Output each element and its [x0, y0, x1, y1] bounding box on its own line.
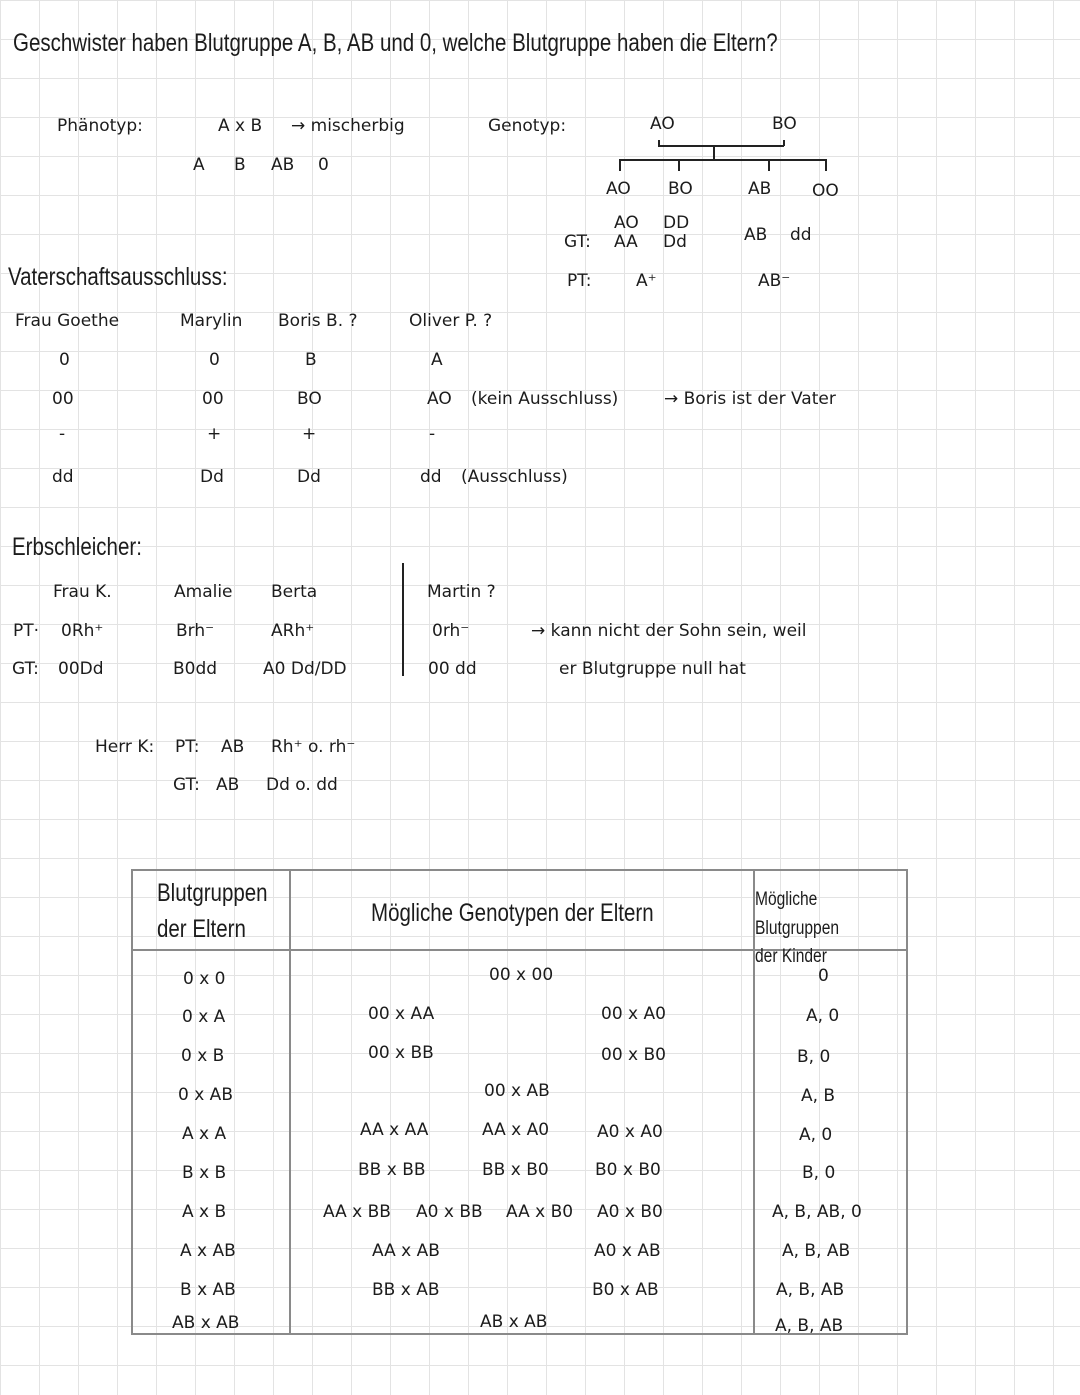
cell: 00: [52, 389, 74, 409]
cell: dd: [52, 467, 74, 487]
pedigree-line: [768, 159, 770, 171]
mischerbig-note: → mischerbig: [291, 116, 405, 136]
pt-value: Brh⁻: [176, 621, 215, 641]
table-genotype: B0 x AB: [592, 1280, 659, 1300]
person-name: Oliver P. ?: [409, 311, 493, 331]
cell: 0: [59, 350, 70, 370]
cell: 00: [202, 389, 224, 409]
herr-gt-label: GT:: [173, 775, 200, 795]
cell: Dd: [297, 467, 321, 487]
table-genotype: 00 x 00: [489, 965, 554, 985]
gt-value: DD: [663, 213, 690, 233]
pedigree-line: [619, 159, 621, 171]
table-genotype: A0 x A0: [597, 1122, 663, 1142]
table-genotype: BB x B0: [482, 1160, 549, 1180]
herr-gt-rh: Dd o. dd: [266, 775, 338, 795]
person-name: Martin ?: [427, 582, 496, 602]
table-genotype: AA x AA: [360, 1120, 429, 1140]
person-name: Boris B. ?: [278, 311, 358, 331]
table-parents: B x B: [182, 1163, 227, 1183]
gt-value: Dd: [663, 232, 687, 252]
table-parents: 0 x B: [181, 1046, 225, 1066]
table-genotype: A0 x AB: [594, 1241, 661, 1261]
table-header-col2: Mögliche Genotypen der Eltern: [371, 899, 654, 927]
pt-value: A⁺: [636, 271, 657, 291]
cell: AO: [427, 389, 452, 409]
table-parents: B x AB: [180, 1280, 236, 1300]
child-genotype: OO: [812, 181, 839, 201]
child-genotype: BO: [668, 179, 693, 199]
table-parents: A x B: [182, 1202, 227, 1222]
herr-k-label: Herr K:: [95, 737, 155, 757]
table-parents: A x A: [182, 1124, 227, 1144]
gt-value: AA: [614, 232, 638, 252]
table-genotype: BB x AB: [372, 1280, 440, 1300]
cell: BO: [297, 389, 322, 409]
herr-pt-rh: Rh⁺ o. rh⁻: [271, 737, 356, 757]
child-phenotype: AB: [271, 155, 295, 175]
gt-value: dd: [790, 225, 812, 245]
table-children: A, 0: [806, 1006, 840, 1026]
gt-value: AB: [744, 225, 768, 245]
phaenotyp-label: Phänotyp:: [57, 116, 143, 136]
table-children: A, B, AB, 0: [772, 1202, 862, 1222]
phaenotyp-cross: A x B: [218, 116, 263, 136]
cell: 0: [209, 350, 220, 370]
person-name: Frau Goethe: [15, 311, 120, 331]
table-children: A, B, AB: [775, 1316, 844, 1336]
pedigree-line: [678, 159, 680, 171]
table-children: A, B, AB: [782, 1241, 851, 1261]
cell: Dd: [200, 467, 224, 487]
herr-pt-value: AB: [221, 737, 245, 757]
table-parents: 0 x A: [182, 1007, 226, 1027]
table-genotype: AA x BB: [323, 1202, 391, 1222]
table-children: A, B, AB: [776, 1280, 845, 1300]
gt-value: AO: [614, 213, 639, 233]
pt-value: 0rh⁻: [432, 621, 470, 641]
cell: +: [207, 424, 222, 444]
pt-value: ARh⁺: [271, 621, 315, 641]
cell: B: [305, 350, 317, 370]
table-genotype: AB x AB: [480, 1312, 548, 1332]
conclusion: → Boris ist der Vater: [664, 389, 836, 409]
child-genotype: AO: [606, 179, 631, 199]
cell: A: [431, 350, 443, 370]
note-line-2: er Blutgruppe null hat: [559, 659, 746, 679]
pedigree-line: [619, 159, 827, 161]
pt-value: AB⁻: [758, 271, 791, 291]
table-genotype: AA x AB: [372, 1241, 440, 1261]
table-genotype: AA x A0: [482, 1120, 550, 1140]
table-children: 0: [818, 966, 829, 986]
table-genotype: A0 x BB: [416, 1202, 483, 1222]
note-exclusion: (Ausschluss): [461, 467, 568, 487]
gt-value: A0 Dd/DD: [263, 659, 347, 679]
note-no-exclusion: (kein Ausschluss): [471, 389, 619, 409]
gt-value: 00Dd: [58, 659, 104, 679]
table-genotype: B0 x B0: [595, 1160, 661, 1180]
table-parents: 0 x 0: [183, 969, 226, 989]
cell: +: [302, 424, 317, 444]
table-genotype: 00 x AB: [484, 1081, 550, 1101]
pedigree-line: [825, 159, 827, 171]
genotyp-label: Genotyp:: [488, 116, 567, 136]
pt-label: PT·: [13, 621, 40, 641]
person-name: Berta: [271, 582, 318, 602]
blood-group-table: [131, 869, 908, 1335]
table-header-col3: Mögliche Blutgruppen der Kinder: [755, 889, 840, 967]
herr-gt-value: AB: [216, 775, 240, 795]
table-parents: AB x AB: [172, 1313, 240, 1333]
pedigree-line: [783, 140, 785, 146]
parent-genotype-left: AO: [650, 114, 675, 134]
table-column-divider: [289, 871, 291, 1333]
parent-genotype-right: BO: [772, 114, 797, 134]
gt-value: 00 dd: [428, 659, 477, 679]
table-genotype: AA x B0: [506, 1202, 574, 1222]
divider-line: [402, 563, 404, 676]
table-genotype: A0 x B0: [597, 1202, 663, 1222]
person-name: Amalie: [174, 582, 233, 602]
table-genotype: 00 x A0: [601, 1004, 666, 1024]
person-name: Frau K.: [53, 582, 112, 602]
gt-label: GT:: [12, 659, 39, 679]
table-children: A, B: [801, 1086, 836, 1106]
table-parents: 0 x AB: [178, 1085, 233, 1105]
table-genotype: 00 x B0: [601, 1045, 666, 1065]
cell: -: [59, 424, 66, 444]
section-title-erbschleicher: Erbschleicher:: [12, 533, 142, 561]
table-children: B, 0: [802, 1163, 836, 1183]
pedigree-line: [713, 146, 715, 160]
pedigree-line: [658, 145, 784, 147]
child-phenotype: 0: [318, 155, 329, 175]
cell: dd: [420, 467, 442, 487]
person-name: Marylin: [180, 311, 243, 331]
pt-label: PT:: [567, 271, 592, 291]
table-header-col1: Blutgruppen der Eltern: [157, 879, 268, 944]
section-title-vaterschaft: Vaterschaftsausschluss:: [8, 263, 228, 291]
table-genotype: BB x BB: [358, 1160, 426, 1180]
question-title: Geschwister haben Blutgruppe A, B, AB und 0, welche Blutgruppe haben die Eltern?: [13, 29, 778, 57]
table-children: B, 0: [797, 1047, 831, 1067]
gt-label: GT:: [564, 232, 591, 252]
table-parents: A x AB: [180, 1241, 236, 1261]
pt-value: 0Rh⁺: [61, 621, 104, 641]
note-line-1: → kann nicht der Sohn sein, weil: [531, 621, 807, 641]
cell: -: [429, 424, 436, 444]
gt-value: B0dd: [173, 659, 218, 679]
table-genotype: 00 x BB: [368, 1043, 434, 1063]
herr-pt-label: PT:: [175, 737, 200, 757]
child-genotype: AB: [748, 179, 772, 199]
table-children: A, 0: [799, 1125, 833, 1145]
child-phenotype: A: [193, 155, 205, 175]
child-phenotype: B: [234, 155, 246, 175]
table-genotype: 00 x AA: [368, 1004, 435, 1024]
